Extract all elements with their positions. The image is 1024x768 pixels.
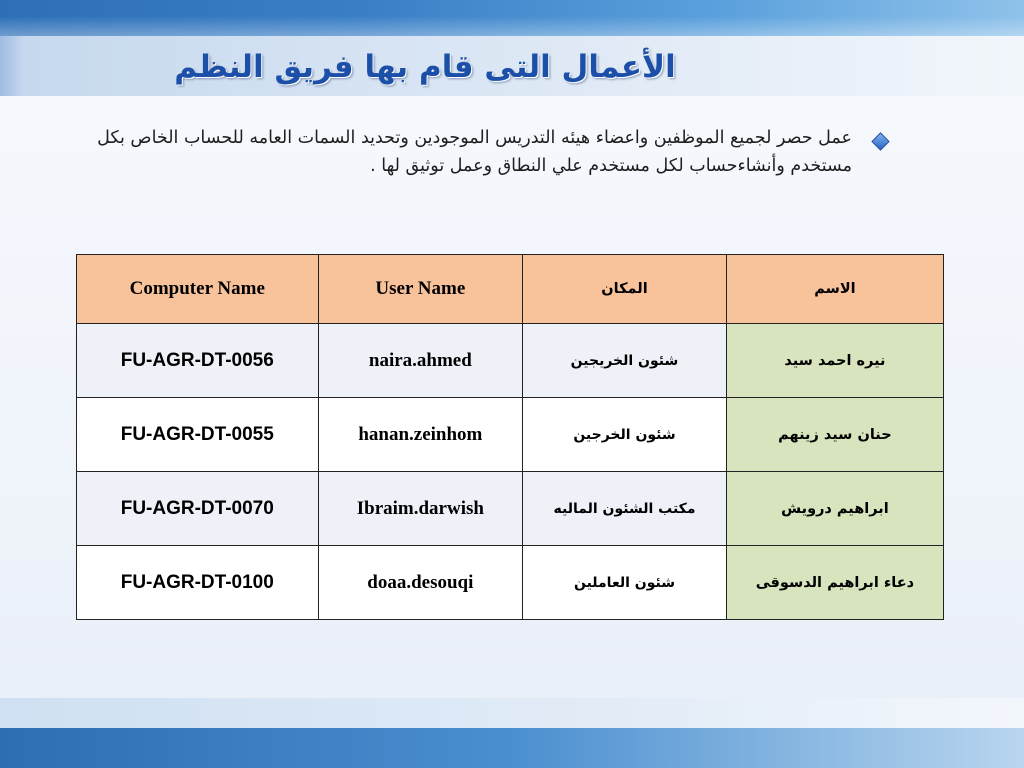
table-row: [77, 398, 944, 472]
bottom-decorative-band: [0, 728, 1024, 768]
bullet-text: عمل حصر لجميع الموظفين واعضاء هيئه التدريس الموجودين وتحديد السمات العامه للحساب الخاص بكل مستخدم وأنشاءحساب لكل مستخدم علي النطاق وعمل توثيق لها .: [97, 128, 852, 176]
cell-user-name: Ibraim.darwish: [318, 472, 523, 546]
cell-computer-name: FU-AGR-DT-0056: [77, 324, 319, 398]
table-row: [77, 472, 944, 546]
cell-name: نيره احمد سيد: [726, 324, 943, 398]
cell-computer-name: FU-AGR-DT-0100: [77, 546, 319, 620]
cell-user-name: naira.ahmed: [318, 324, 523, 398]
slide-title: الأعمال التى قام بها فريق النظم: [174, 49, 676, 85]
table-row: [77, 546, 944, 620]
cell-place: شئون الخرجين: [523, 398, 727, 472]
table-header-row: [77, 255, 944, 324]
header-computer-name: Computer Name: [77, 255, 319, 324]
cell-user-name: hanan.zeinhom: [318, 398, 523, 472]
header-user-name: User Name: [318, 255, 523, 324]
cell-name: ابراهيم درويش: [726, 472, 943, 546]
cell-place: شئون الخريجين: [523, 324, 727, 398]
diamond-bullet-icon: [873, 134, 889, 150]
bottom-decorative-strip: [0, 698, 1024, 728]
cell-computer-name: FU-AGR-DT-0070: [77, 472, 319, 546]
cell-computer-name: FU-AGR-DT-0055: [77, 398, 319, 472]
table-row: [77, 324, 944, 398]
top-decorative-band: [0, 0, 1024, 36]
header-name: الاسم: [726, 255, 943, 324]
header-place: المكان: [523, 255, 727, 324]
cell-place: مكتب الشئون الماليه: [523, 472, 727, 546]
users-table: [76, 254, 944, 620]
bullet-point: [60, 124, 890, 180]
cell-name: دعاء ابراهيم الدسوقى: [726, 546, 943, 620]
cell-place: شئون العاملين: [523, 546, 727, 620]
cell-name: حنان سيد زينهم: [726, 398, 943, 472]
cell-user-name: doaa.desouqi: [318, 546, 523, 620]
